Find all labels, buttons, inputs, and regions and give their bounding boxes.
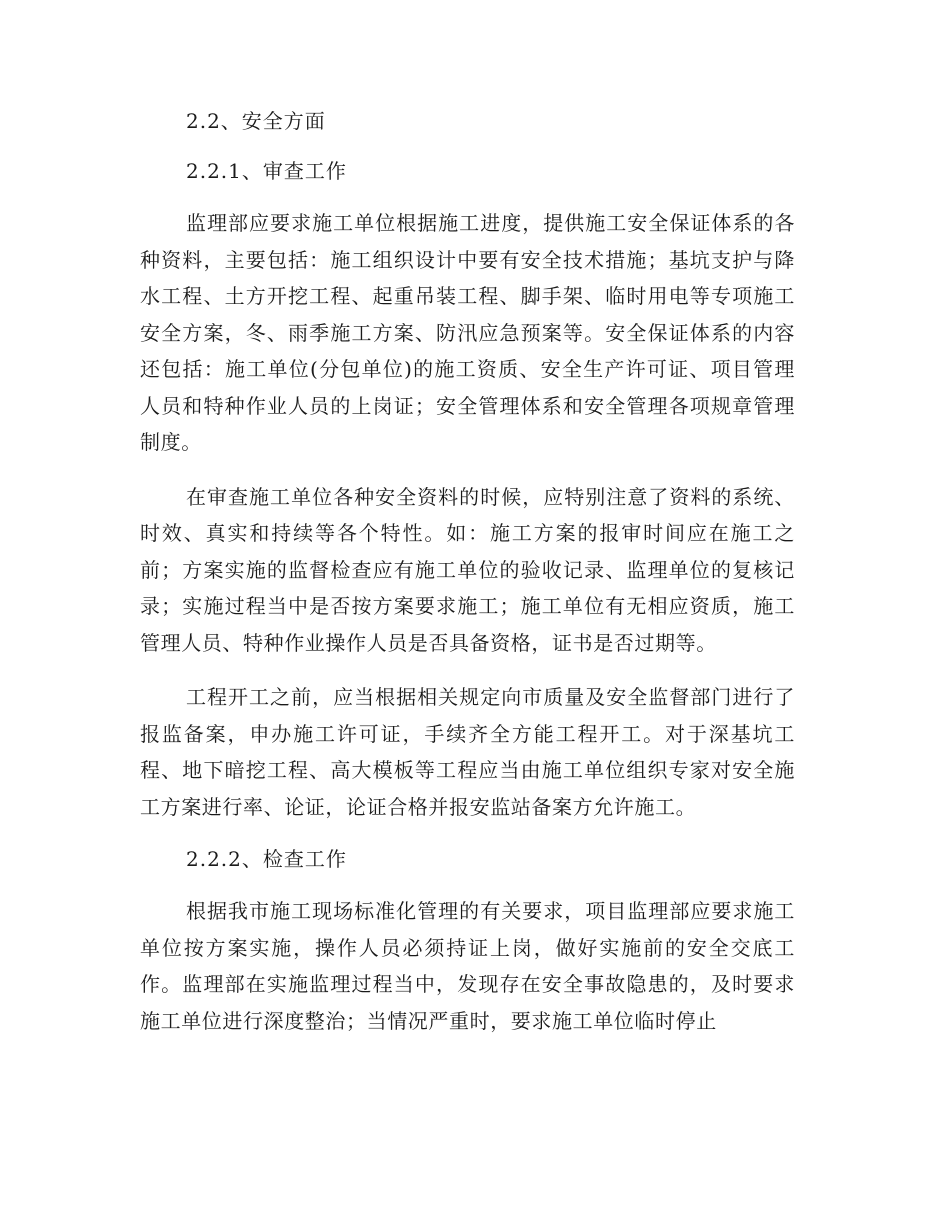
section-heading-2-2-2: 2.2.2、检查工作 [186,847,347,871]
section-heading-2-2-1: 2.2.1、审查工作 [186,159,347,183]
document-page [140,105,795,1057]
paragraph-review-attention: 在审查施工单位各种安全资料的时候，应特别注意了资料的系统、时效、真实和持续等各个特性。如：施工方案的报审时间应在施工之前；方案实施的监督检查应有施工单位的验收记录、监理单位的复核记录；实施过程当中是否按方案要求施工；施工单位有无相应资质，施工管理人员、特种作业操作人员是否具备资格，证书是否过期等。 [140,484,795,655]
paragraph-pre-construction: 工程开工之前，应当根据相关规定向市质量及安全监督部门进行了报监备案，申办施工许可证，手续齐全方能工程开工。对于深基坑工程、地下暗挖工程、高大模板等工程应当由施工单位组织专家对安全施工方案进行率、论证，论证合格并报安监站备案方允许施工。 [140,685,795,819]
section-heading-2-2: 2.2、安全方面 [186,109,326,133]
paragraph-review-materials: 监理部应要求施工单位根据施工进度，提供施工安全保证体系的各种资料，主要包括：施工组织设计中要有安全技术措施；基坑支护与降水工程、土方开挖工程、起重吊装工程、脚手架、临时用电等专项施工安全方案，冬、雨季施工方案、防汛应急预案等。安全保证体系的内容还包括：施工单位(分包单位)的施工资质、安全生产许可证、项目管理人员和特种作业人员的上岗证；安全管理体系和安全管理各项规章管理制度。 [140,211,795,454]
paragraph-inspection: 根据我市施工现场标准化管理的有关要求，项目监理部应要求施工单位按方案实施，操作人员必须持证上岗，做好实施前的安全交底工作。监理部在实施监理过程当中，发现存在安全事故隐患的，及时要求施工单位进行深度整治；当情况严重时，要求施工单位临时停止 [140,899,795,1033]
